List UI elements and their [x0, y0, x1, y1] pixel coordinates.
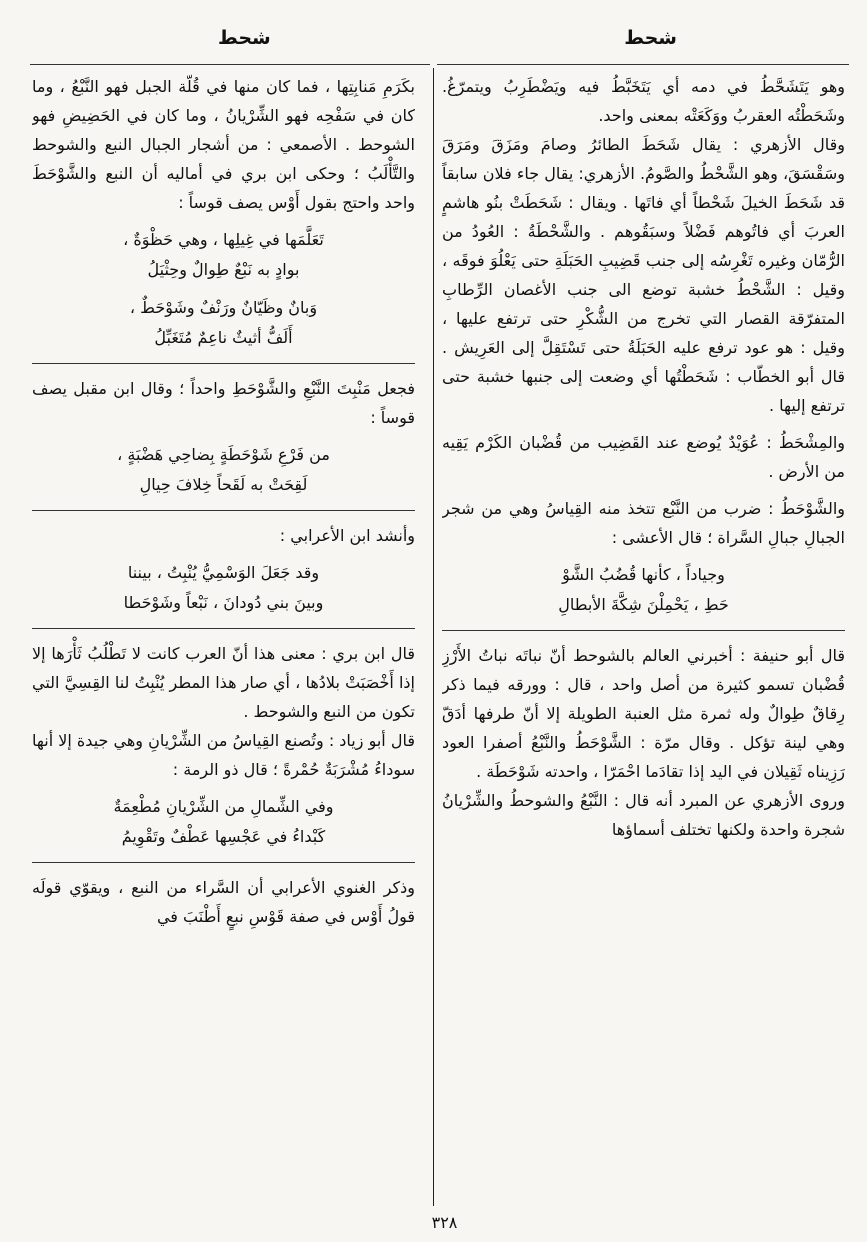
paragraph: قال أبو حنيفة : أخبرني العالم بالشوحط أنّ نباتَه نباتُ الأَرْزِ قُضْبان تسمو كثيرة من أصل واحد ، قال : وورقه فيما ذكر رِقاقٌ طِوالٌ وله ثمرة مثل العنبة الطويلة إلا أنّ طرفها أدَقّ وهي لينة تؤكل . وقال مرّة : الشَّوْحَطُ والنَّبْعُ أصفرا العود رَزِيناه ثَقِيلان في اليد إذا تقادَما احْمَرّا ، واحدته شَوْحَطَة . [442, 646, 845, 781]
verse-block [32, 293, 415, 353]
verse-line: أَلَفُّ أثيثٌ ناعِمٌ مُتَغَبِّلُ [154, 328, 293, 347]
page-number [0, 1212, 867, 1234]
verse-block [442, 560, 845, 620]
verse-line: وقد جَعَلَ الوَسْمِيُّ يُنْبِتُ ، بيننا [127, 563, 320, 582]
paragraph: وقال الأزهري : يقال شَحَطَ الطائرُ وصامَ ومَزَقَ ومَرَقَ وسَقْسَقَ، وهو الشَّحْطُ والصَّومُ. الأزهري: يقال جاء فلان سابقاً قد شَحَطَ الخيلَ شَحْطاً أي فاتَها . ويقال : شَحَطَتْ بنُو هاشمٍ العربَ أي فاتُوهم فَضْلاً وسبَقُوهم . والشَّحْطَةُ : العُودُ من الرُّمّان وغيره تَغْرِسُه إلى جنب قَضِيبِ الحَبَلَةِ حتى يَعْلُوَ فوقَه ، وقيل : الشَّحْطُ خشبة توضع الى جنب الأغصان الرِّطابِ المتفرّقة القصار التي تخرج من الشُّكْرِ حتى ترتفع عليها ، وقيل : هو عود ترفع عليه الحَبَلَةُ حتى تَسْتَقِلَّ إلى العَرِيش . قال أبو الخطّاب : شَحَطْتُها أي وضعت إلى جنبها خشبة حتى ترتفع إليها . [442, 135, 845, 415]
verse-block [32, 558, 415, 618]
verse-line: وجياداً ، كأنها قُضُبُ الشَّوْ [562, 565, 725, 584]
paragraph: وهو يَتَشَحَّطُ في دمه أي يَتَخَبَّطُ فيه ويَضْطَرِبُ ويتمرّغُ. وشَحَطْتُه العقربُ ووَكَعَتْه بمعنى واحد. [442, 77, 845, 125]
verse-line: وفي الشِّمالِ من الشِّرْيانِ مُطْعِمَةٌ [113, 797, 334, 816]
paragraph-spacer [442, 486, 845, 494]
verse-block [32, 225, 415, 285]
verse-block [32, 792, 415, 852]
verse-line: وبينَ بني دُودانَ ، نَبْعاً وشَوْحَطا [123, 593, 324, 612]
paragraph: وأنشد ابن الأعرابي : [279, 526, 415, 545]
verse-line: من فَرْعِ شَوْحَطَةٍ بِضاحِي هَضْبَةٍ ، [117, 445, 330, 464]
running-head-left: شحط [218, 27, 271, 49]
paragraph-spacer [442, 420, 845, 428]
paragraph: وروى الأزهري عن المبرد أنه قال : النَّبْعُ والشوحطُ والشِّرْيانُ شجرة واحدة ولكنها تختلف أسماؤها [442, 791, 845, 839]
verse-line: حَطِ ، يَحْمِلْنَ شِكَّةَ الأبطالِ [558, 595, 729, 614]
left-column [32, 72, 415, 1204]
column-divider [433, 68, 434, 1206]
paragraph: بكَرَمِ مَنابِتِها ، فما كان منها في قُلّة الجبل فهو النَّبْعُ ، وما كان في سَفْحِه فهو الشِّرْيانُ ، وما كان في الحَضِيضِ فهو الشوحط . الأصمعي : من أشجار الجبال النبع والشوحط والتَّأْلَبُ ؛ وحكى ابن بري في أماليه أن النبع والشَّوْحَطَ واحد واحتج بقول أَوْس يصف قوساً : [32, 77, 415, 212]
header-rule-left [30, 64, 430, 65]
paragraph: والمِشْحَطُ : عُوَيْدٌ يُوضع عند القَضِيب من قُضْبان الكَرْم يَقِيه من الأرض . [442, 433, 845, 481]
verse-line: لَقِحَتْ به لَقَحاً خِلافَ حِيالِ [139, 475, 308, 494]
section-rule [442, 630, 845, 631]
paragraph: قال ابن بري : معنى هذا أنّ العرب كانت لا تَطْلُبُ ثَأْرَها إلا إذا أَخْصَبَتْ بلادُها ، أي صار هذا المطر يُنْبِتُ لنا القِسِيَّ التي تكون من النبع والشوحط . [32, 644, 415, 721]
verse-line: كَبْداءُ في عَجْسِها عَطْفٌ وتَقْوِيمُ [121, 827, 326, 846]
running-head-right: شحط [624, 27, 677, 49]
verse-line: تَعَلَّمَها في غِيلِها ، وهي حَظْوَةٌ ، [123, 230, 324, 249]
section-rule [32, 628, 415, 629]
paragraph: قال أبو زياد : وتُصنع القِياسُ من الشِّرْيانِ وهي جيدة إلا أنها سوداءُ مُشْرَبَةٌ حُمْرةً ؛ قال ذو الرمة : [32, 731, 415, 779]
paragraph: وذكر الغنوي الأعرابي أن السَّراء من النبع ، ويقوّي قولَه قولُ أَوْس في صفة قَوْسِ نبعٍ أَطْنَبَ في [32, 878, 415, 926]
verse-line: بوادٍ به نَبْعٌ طِوالٌ وحِثْيَلُ [147, 260, 300, 279]
section-rule [32, 862, 415, 863]
right-column [442, 72, 845, 1204]
verse-line: وَبانٌ وظَيّانٌ ورَنْفٌ وشَوْحَطٌ ، [129, 298, 318, 317]
page-number-text: ٣٢٨ [431, 1213, 458, 1232]
section-rule [32, 363, 415, 364]
paragraph: فجعل مَنْبِتَ النَّبْعِ والشَّوْحَطِ واحداً ؛ وقال ابن مقبل يصف قوساً : [32, 379, 415, 427]
verse-block [32, 440, 415, 500]
section-rule [32, 510, 415, 511]
paragraph: والشَّوْحَطُ : ضرب من النَّبْع تتخذ منه القِياسُ وهي من شجر الجبالِ جبالِ السَّراة ؛ قال الأعشى : [442, 499, 845, 547]
header-rule-right [437, 64, 849, 65]
